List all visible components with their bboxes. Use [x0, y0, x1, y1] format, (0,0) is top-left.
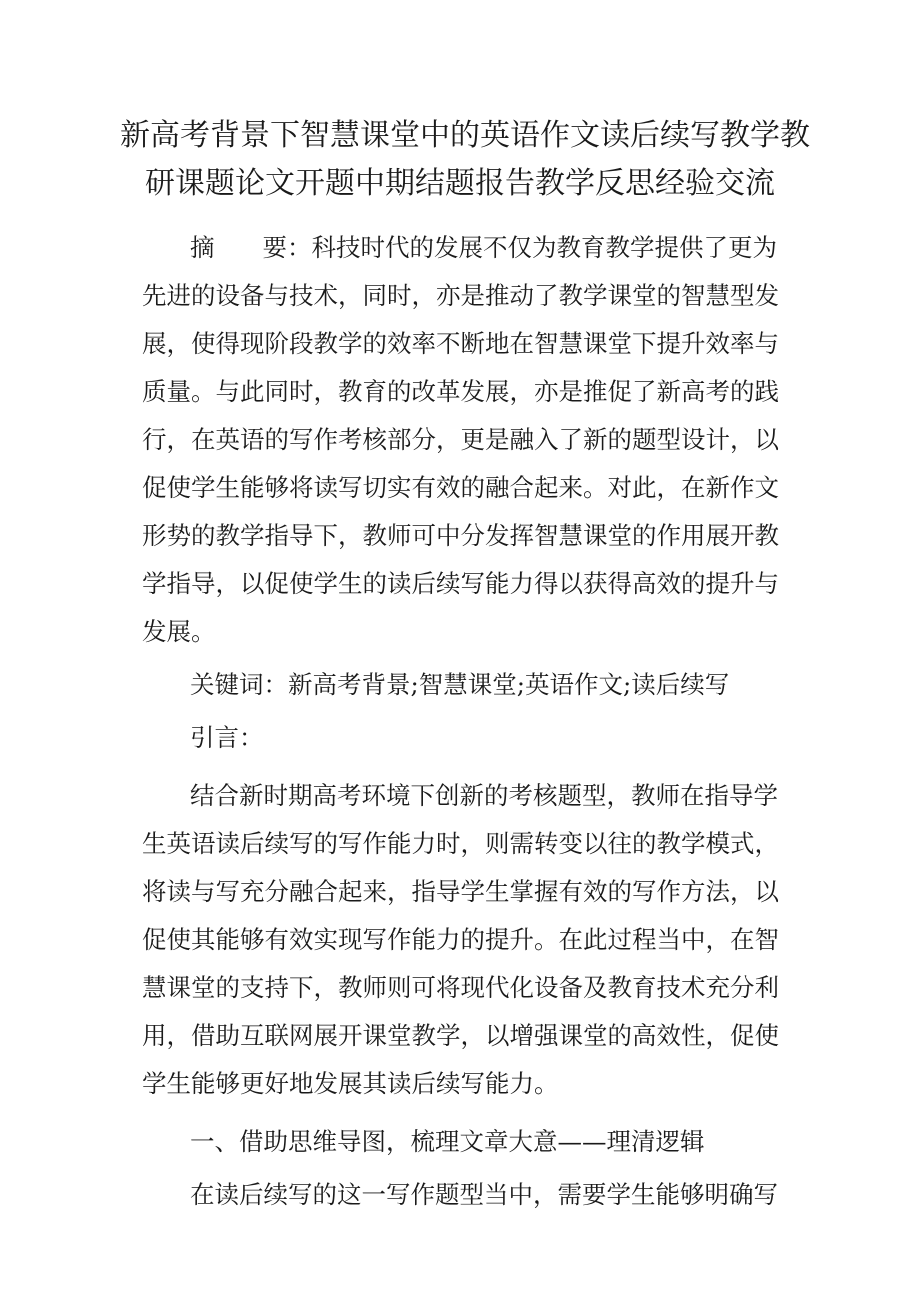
abstract-label-second: 要： — [262, 233, 312, 262]
title-line-2: 研课题论文开题中期结题报告教学反思经验交流 — [145, 166, 775, 201]
intro-line-3: 将读与写充分融合起来，指导学生掌握有效的写作方法，以 — [142, 877, 779, 906]
section-1-line-1: 在读后续写的这一写作题型当中，需要学生能够明确写 — [190, 1180, 778, 1209]
keywords: 关键词：新高考背景;智慧课堂;英语作文;读后续写 — [190, 670, 730, 699]
abstract-line-4: 质量。与此同时，教育的改革发展，亦是推促了新高考的践 — [142, 377, 779, 406]
intro-line-7: 学生能够更好地发展其读后续写能力。 — [142, 1069, 559, 1098]
abstract-line-2: 先进的设备与技术，同时，亦是推动了教学课堂的智慧型发 — [142, 281, 779, 310]
abstract-line-7: 形势的教学指导下，教师可中分发挥智慧课堂的作用展开教 — [142, 521, 779, 550]
document-title — [120, 112, 810, 208]
intro-line-4: 促使其能够有效实现写作能力的提升。在此过程当中，在智 — [142, 925, 779, 954]
abstract-line-3: 展，使得现阶段教学的效率不断地在智慧课堂下提升效率与 — [142, 329, 779, 358]
intro-heading: 引言： — [190, 723, 264, 752]
abstract-line-9: 发展。 — [142, 617, 216, 646]
document-body — [142, 224, 782, 1219]
abstract-line-6: 促使学生能够将读写切实有效的融合起来。对此，在新作文 — [142, 473, 779, 502]
intro-line-1: 结合新时期高考环境下创新的考核题型，教师在指导学 — [190, 781, 778, 810]
intro-line-2: 生英语读后续写的写作能力时，则需转变以往的教学模式， — [142, 829, 779, 858]
intro-line-6: 用，借助互联网展开课堂教学，以增强课堂的高效性，促使 — [142, 1021, 779, 1050]
abstract-text-line-1: 科技时代的发展不仅为教育教学提供了更为 — [311, 233, 777, 262]
abstract-line-5: 行，在英语的写作考核部分，更是融入了新的题型设计，以 — [142, 425, 779, 454]
intro-line-5: 慧课堂的支持下，教师则可将现代化设备及教育技术充分利 — [142, 973, 779, 1002]
abstract-label-first: 摘 — [190, 233, 215, 262]
title-line-1: 新高考背景下智慧课堂中的英语作文读后续写教学教 — [120, 118, 810, 153]
abstract-line-8: 学指导，以促使学生的读后续写能力得以获得高效的提升与 — [142, 569, 779, 598]
abstract-line-1 — [142, 224, 782, 272]
section-1-heading: 一、借助思维导图，梳理文章大意——理清逻辑 — [190, 1127, 705, 1156]
